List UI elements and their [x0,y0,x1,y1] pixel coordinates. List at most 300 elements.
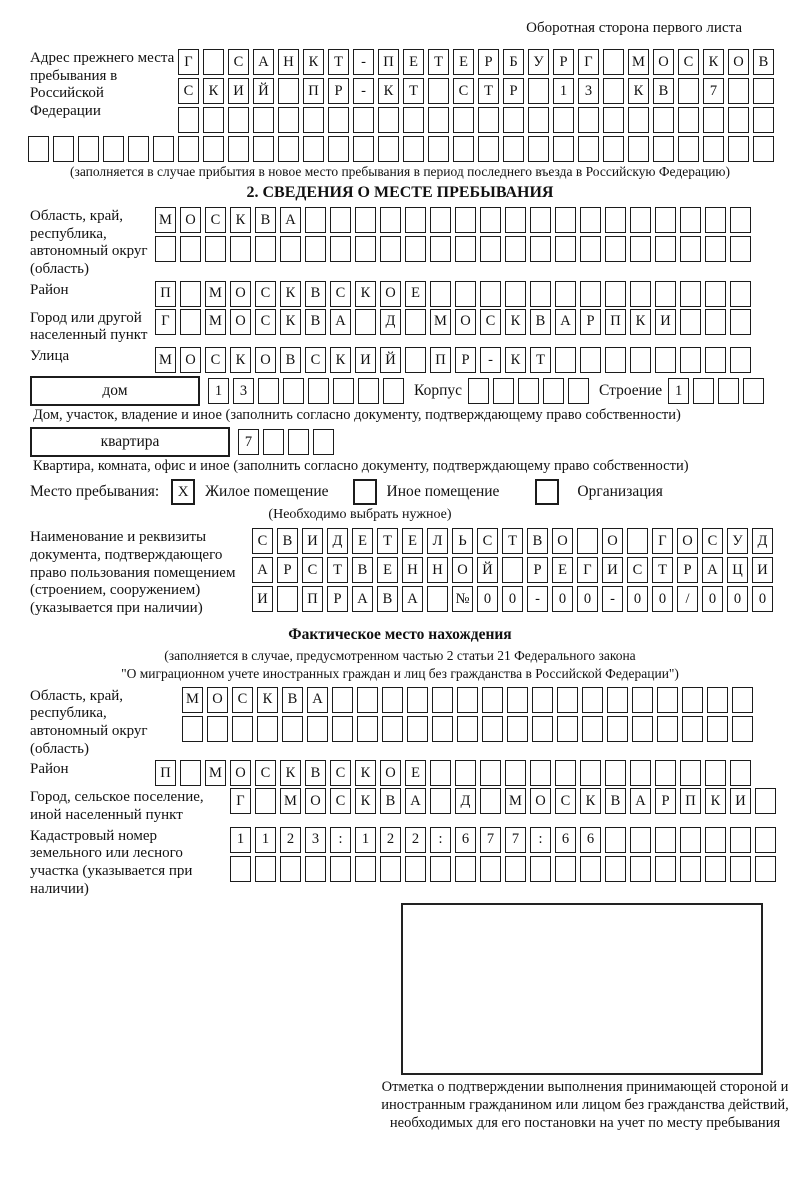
char-box[interactable]: О [452,557,473,583]
char-box[interactable] [678,107,699,133]
char-box[interactable] [313,429,334,455]
char-box[interactable]: 2 [280,827,301,853]
char-box[interactable]: О [602,528,623,554]
char-box[interactable]: В [605,788,626,814]
char-box[interactable]: 1 [355,827,376,853]
char-box[interactable]: А [405,788,426,814]
char-box[interactable] [703,136,724,162]
char-box[interactable] [532,716,553,742]
char-box[interactable]: - [602,586,623,612]
char-box[interactable] [203,136,224,162]
char-box[interactable]: И [655,309,676,335]
char-box[interactable]: 0 [702,586,723,612]
char-box[interactable] [255,788,276,814]
char-box[interactable] [705,827,726,853]
char-box[interactable]: 1 [668,378,689,404]
char-box[interactable] [728,107,749,133]
char-box[interactable] [655,856,676,882]
char-box[interactable] [555,760,576,786]
char-box[interactable]: Е [405,281,426,307]
char-box[interactable]: / [677,586,698,612]
char-box[interactable] [28,136,49,162]
char-box[interactable]: В [530,309,551,335]
char-box[interactable] [128,136,149,162]
char-box[interactable]: К [230,207,251,233]
char-box[interactable]: У [528,49,549,75]
char-box[interactable] [153,136,174,162]
char-box[interactable] [507,716,528,742]
char-box[interactable]: Р [580,309,601,335]
char-box[interactable] [603,78,624,104]
char-box[interactable]: Ц [727,557,748,583]
char-box[interactable]: А [280,207,301,233]
char-box[interactable]: О [380,281,401,307]
char-box[interactable]: Е [405,760,426,786]
char-box[interactable] [230,236,251,262]
char-box[interactable] [228,136,249,162]
char-box[interactable] [630,281,651,307]
char-box[interactable]: К [378,78,399,104]
char-box[interactable] [505,281,526,307]
char-box[interactable] [478,107,499,133]
char-box[interactable]: А [253,49,274,75]
char-box[interactable] [283,378,304,404]
char-box[interactable] [457,687,478,713]
char-box[interactable]: Н [278,49,299,75]
char-box[interactable]: О [207,687,228,713]
char-box[interactable]: С [255,760,276,786]
char-box[interactable] [480,281,501,307]
char-box[interactable] [577,528,598,554]
char-box[interactable]: 1 [208,378,229,404]
char-box[interactable]: М [205,760,226,786]
char-box[interactable]: В [255,207,276,233]
char-box[interactable] [507,687,528,713]
char-box[interactable] [680,236,701,262]
char-box[interactable] [555,236,576,262]
char-box[interactable] [632,687,653,713]
char-box[interactable]: К [630,309,651,335]
char-box[interactable] [680,760,701,786]
char-box[interactable] [705,236,726,262]
char-box[interactable] [680,856,701,882]
char-box[interactable] [180,281,201,307]
char-box[interactable]: 6 [455,827,476,853]
char-box[interactable] [505,207,526,233]
char-box[interactable] [603,136,624,162]
char-box[interactable]: С [255,309,276,335]
char-box[interactable]: В [653,78,674,104]
char-box[interactable] [405,309,426,335]
char-box[interactable]: А [330,309,351,335]
char-box[interactable]: О [230,309,251,335]
char-box[interactable] [682,687,703,713]
char-box[interactable] [428,136,449,162]
char-box[interactable] [428,107,449,133]
char-box[interactable] [53,136,74,162]
char-box[interactable]: Т [652,557,673,583]
char-box[interactable]: К [257,687,278,713]
char-box[interactable]: И [602,557,623,583]
char-box[interactable] [353,107,374,133]
char-box[interactable] [753,136,774,162]
char-box[interactable] [480,236,501,262]
char-box[interactable]: Е [403,49,424,75]
char-box[interactable] [530,856,551,882]
char-box[interactable] [455,281,476,307]
char-box[interactable] [502,557,523,583]
char-box[interactable] [228,107,249,133]
char-box[interactable] [630,347,651,373]
char-box[interactable] [203,49,224,75]
char-box[interactable] [580,281,601,307]
char-box[interactable]: 2 [405,827,426,853]
char-box[interactable] [605,236,626,262]
char-box[interactable]: Е [377,557,398,583]
char-box[interactable] [480,856,501,882]
char-box[interactable]: М [628,49,649,75]
char-box[interactable]: Г [652,528,673,554]
char-box[interactable] [258,378,279,404]
char-box[interactable] [505,760,526,786]
char-box[interactable]: В [280,347,301,373]
char-box[interactable] [605,281,626,307]
char-box[interactable]: Р [677,557,698,583]
char-box[interactable] [453,107,474,133]
char-box[interactable] [383,378,404,404]
char-box[interactable]: К [703,49,724,75]
char-box[interactable] [378,136,399,162]
char-box[interactable] [755,827,776,853]
char-box[interactable]: О [530,788,551,814]
checkbox-other-premises[interactable] [353,479,377,505]
char-box[interactable]: П [302,586,323,612]
char-box[interactable] [680,207,701,233]
char-box[interactable]: Т [478,78,499,104]
char-box[interactable] [330,236,351,262]
char-box[interactable] [530,236,551,262]
char-box[interactable]: Д [752,528,773,554]
char-box[interactable] [518,378,539,404]
char-box[interactable]: Й [380,347,401,373]
char-box[interactable] [405,347,426,373]
char-box[interactable]: С [178,78,199,104]
char-box[interactable]: И [730,788,751,814]
char-box[interactable]: М [505,788,526,814]
char-box[interactable] [382,687,403,713]
char-box[interactable]: С [232,687,253,713]
char-box[interactable] [543,378,564,404]
char-box[interactable] [405,236,426,262]
char-box[interactable]: М [155,207,176,233]
char-box[interactable] [528,107,549,133]
char-box[interactable]: О [230,760,251,786]
char-box[interactable]: Д [455,788,476,814]
char-box[interactable] [305,236,326,262]
char-box[interactable] [705,207,726,233]
char-box[interactable]: С [252,528,273,554]
char-box[interactable] [705,856,726,882]
char-box[interactable] [263,429,284,455]
char-box[interactable] [358,378,379,404]
char-box[interactable] [480,207,501,233]
char-box[interactable] [78,136,99,162]
char-box[interactable] [580,236,601,262]
char-box[interactable]: У [727,528,748,554]
char-box[interactable]: К [628,78,649,104]
char-box[interactable] [655,281,676,307]
char-box[interactable] [657,687,678,713]
char-box[interactable] [155,236,176,262]
char-box[interactable] [382,716,403,742]
char-box[interactable] [680,281,701,307]
char-box[interactable]: - [527,586,548,612]
char-box[interactable] [705,347,726,373]
char-box[interactable] [308,378,329,404]
char-box[interactable] [707,687,728,713]
char-box[interactable] [630,236,651,262]
char-box[interactable] [755,856,776,882]
char-box[interactable] [630,760,651,786]
char-box[interactable]: К [230,347,251,373]
char-box[interactable]: П [680,788,701,814]
char-box[interactable]: Е [552,557,573,583]
char-box[interactable]: Т [428,49,449,75]
char-box[interactable]: С [678,49,699,75]
char-box[interactable]: О [180,207,201,233]
char-box[interactable] [280,236,301,262]
char-box[interactable]: С [627,557,648,583]
char-box[interactable] [753,78,774,104]
char-box[interactable] [755,788,776,814]
char-box[interactable] [628,136,649,162]
char-box[interactable]: О [455,309,476,335]
char-box[interactable]: П [155,281,176,307]
char-box[interactable] [603,49,624,75]
char-box[interactable] [480,788,501,814]
char-box[interactable]: К [705,788,726,814]
char-box[interactable] [277,586,298,612]
char-box[interactable]: В [352,557,373,583]
char-box[interactable] [282,716,303,742]
char-box[interactable] [430,236,451,262]
char-box[interactable]: М [155,347,176,373]
char-box[interactable]: М [182,687,203,713]
char-box[interactable]: В [527,528,548,554]
char-box[interactable] [380,856,401,882]
char-box[interactable]: А [555,309,576,335]
char-box[interactable]: В [380,788,401,814]
char-box[interactable] [455,207,476,233]
char-box[interactable] [328,136,349,162]
char-box[interactable] [707,716,728,742]
char-box[interactable]: В [753,49,774,75]
char-box[interactable]: Д [380,309,401,335]
char-box[interactable]: К [303,49,324,75]
char-box[interactable]: О [728,49,749,75]
char-box[interactable]: Р [328,78,349,104]
char-box[interactable] [378,107,399,133]
char-box[interactable] [353,136,374,162]
char-box[interactable] [203,107,224,133]
char-box[interactable]: В [305,309,326,335]
char-box[interactable] [655,207,676,233]
char-box[interactable]: 0 [577,586,598,612]
char-box[interactable]: К [280,309,301,335]
char-box[interactable] [480,760,501,786]
char-box[interactable] [430,856,451,882]
char-box[interactable] [568,378,589,404]
char-box[interactable] [607,716,628,742]
char-box[interactable]: 2 [380,827,401,853]
char-box[interactable]: 7 [480,827,501,853]
char-box[interactable]: 1 [255,827,276,853]
char-box[interactable] [278,78,299,104]
char-box[interactable] [730,236,751,262]
char-box[interactable] [678,136,699,162]
char-box[interactable]: К [355,760,376,786]
char-box[interactable]: Т [403,78,424,104]
char-box[interactable]: К [580,788,601,814]
char-box[interactable]: Р [553,49,574,75]
char-box[interactable]: К [505,347,526,373]
char-box[interactable] [678,78,699,104]
char-box[interactable] [253,136,274,162]
char-box[interactable] [430,281,451,307]
char-box[interactable]: О [230,281,251,307]
char-box[interactable]: 0 [652,586,673,612]
char-box[interactable]: И [228,78,249,104]
checkbox-organization[interactable] [535,479,559,505]
char-box[interactable] [303,136,324,162]
char-box[interactable] [232,716,253,742]
char-box[interactable] [178,136,199,162]
char-box[interactable]: С [330,788,351,814]
char-box[interactable] [407,716,428,742]
char-box[interactable] [703,107,724,133]
char-box[interactable] [730,827,751,853]
char-box[interactable] [457,716,478,742]
char-box[interactable] [655,827,676,853]
char-box[interactable] [505,856,526,882]
char-box[interactable] [655,347,676,373]
char-box[interactable]: В [282,687,303,713]
char-box[interactable]: С [205,347,226,373]
char-box[interactable]: В [305,281,326,307]
char-box[interactable] [582,716,603,742]
char-box[interactable]: Г [155,309,176,335]
char-box[interactable]: О [677,528,698,554]
char-box[interactable]: Т [377,528,398,554]
char-box[interactable]: Б [503,49,524,75]
char-box[interactable] [430,207,451,233]
char-box[interactable] [332,716,353,742]
char-box[interactable] [182,716,203,742]
char-box[interactable]: 0 [552,586,573,612]
char-box[interactable] [428,78,449,104]
char-box[interactable] [280,856,301,882]
char-box[interactable] [528,136,549,162]
char-box[interactable] [403,136,424,162]
char-box[interactable]: А [252,557,273,583]
char-box[interactable] [682,716,703,742]
char-box[interactable]: О [653,49,674,75]
char-box[interactable] [403,107,424,133]
char-box[interactable]: К [280,281,301,307]
char-box[interactable]: 6 [580,827,601,853]
char-box[interactable] [405,207,426,233]
char-box[interactable]: - [480,347,501,373]
char-box[interactable] [355,207,376,233]
char-box[interactable]: К [280,760,301,786]
char-box[interactable] [432,716,453,742]
char-box[interactable]: 0 [752,586,773,612]
char-box[interactable] [553,107,574,133]
char-box[interactable]: Р [327,586,348,612]
char-box[interactable] [405,856,426,882]
char-box[interactable] [555,207,576,233]
char-box[interactable] [380,207,401,233]
char-box[interactable]: К [355,788,376,814]
char-box[interactable] [580,347,601,373]
char-box[interactable] [257,716,278,742]
char-box[interactable] [580,207,601,233]
char-box[interactable]: П [378,49,399,75]
char-box[interactable]: О [180,347,201,373]
char-box[interactable]: С [480,309,501,335]
char-box[interactable]: О [255,347,276,373]
char-box[interactable] [380,236,401,262]
char-box[interactable]: И [302,528,323,554]
char-box[interactable]: О [552,528,573,554]
char-box[interactable] [557,687,578,713]
char-box[interactable] [180,236,201,262]
char-box[interactable]: С [330,281,351,307]
char-box[interactable] [730,760,751,786]
char-box[interactable] [630,207,651,233]
char-box[interactable]: Р [455,347,476,373]
char-box[interactable]: К [505,309,526,335]
char-box[interactable] [653,107,674,133]
char-box[interactable]: И [355,347,376,373]
char-box[interactable]: 6 [555,827,576,853]
char-box[interactable] [693,378,714,404]
char-box[interactable] [255,236,276,262]
char-box[interactable] [330,207,351,233]
char-box[interactable]: С [555,788,576,814]
char-box[interactable] [580,760,601,786]
char-box[interactable] [255,856,276,882]
char-box[interactable] [578,107,599,133]
char-box[interactable] [555,281,576,307]
char-box[interactable] [357,687,378,713]
char-box[interactable]: : [530,827,551,853]
char-box[interactable]: 7 [505,827,526,853]
char-box[interactable]: Р [478,49,499,75]
char-box[interactable]: А [630,788,651,814]
char-box[interactable]: 3 [305,827,326,853]
char-box[interactable] [553,136,574,162]
char-box[interactable] [632,716,653,742]
char-box[interactable]: Т [530,347,551,373]
char-box[interactable]: И [752,557,773,583]
char-box[interactable] [432,687,453,713]
char-box[interactable]: Р [527,557,548,583]
char-box[interactable]: М [280,788,301,814]
char-box[interactable]: Р [503,78,524,104]
char-box[interactable]: 0 [727,586,748,612]
char-box[interactable]: Й [253,78,274,104]
